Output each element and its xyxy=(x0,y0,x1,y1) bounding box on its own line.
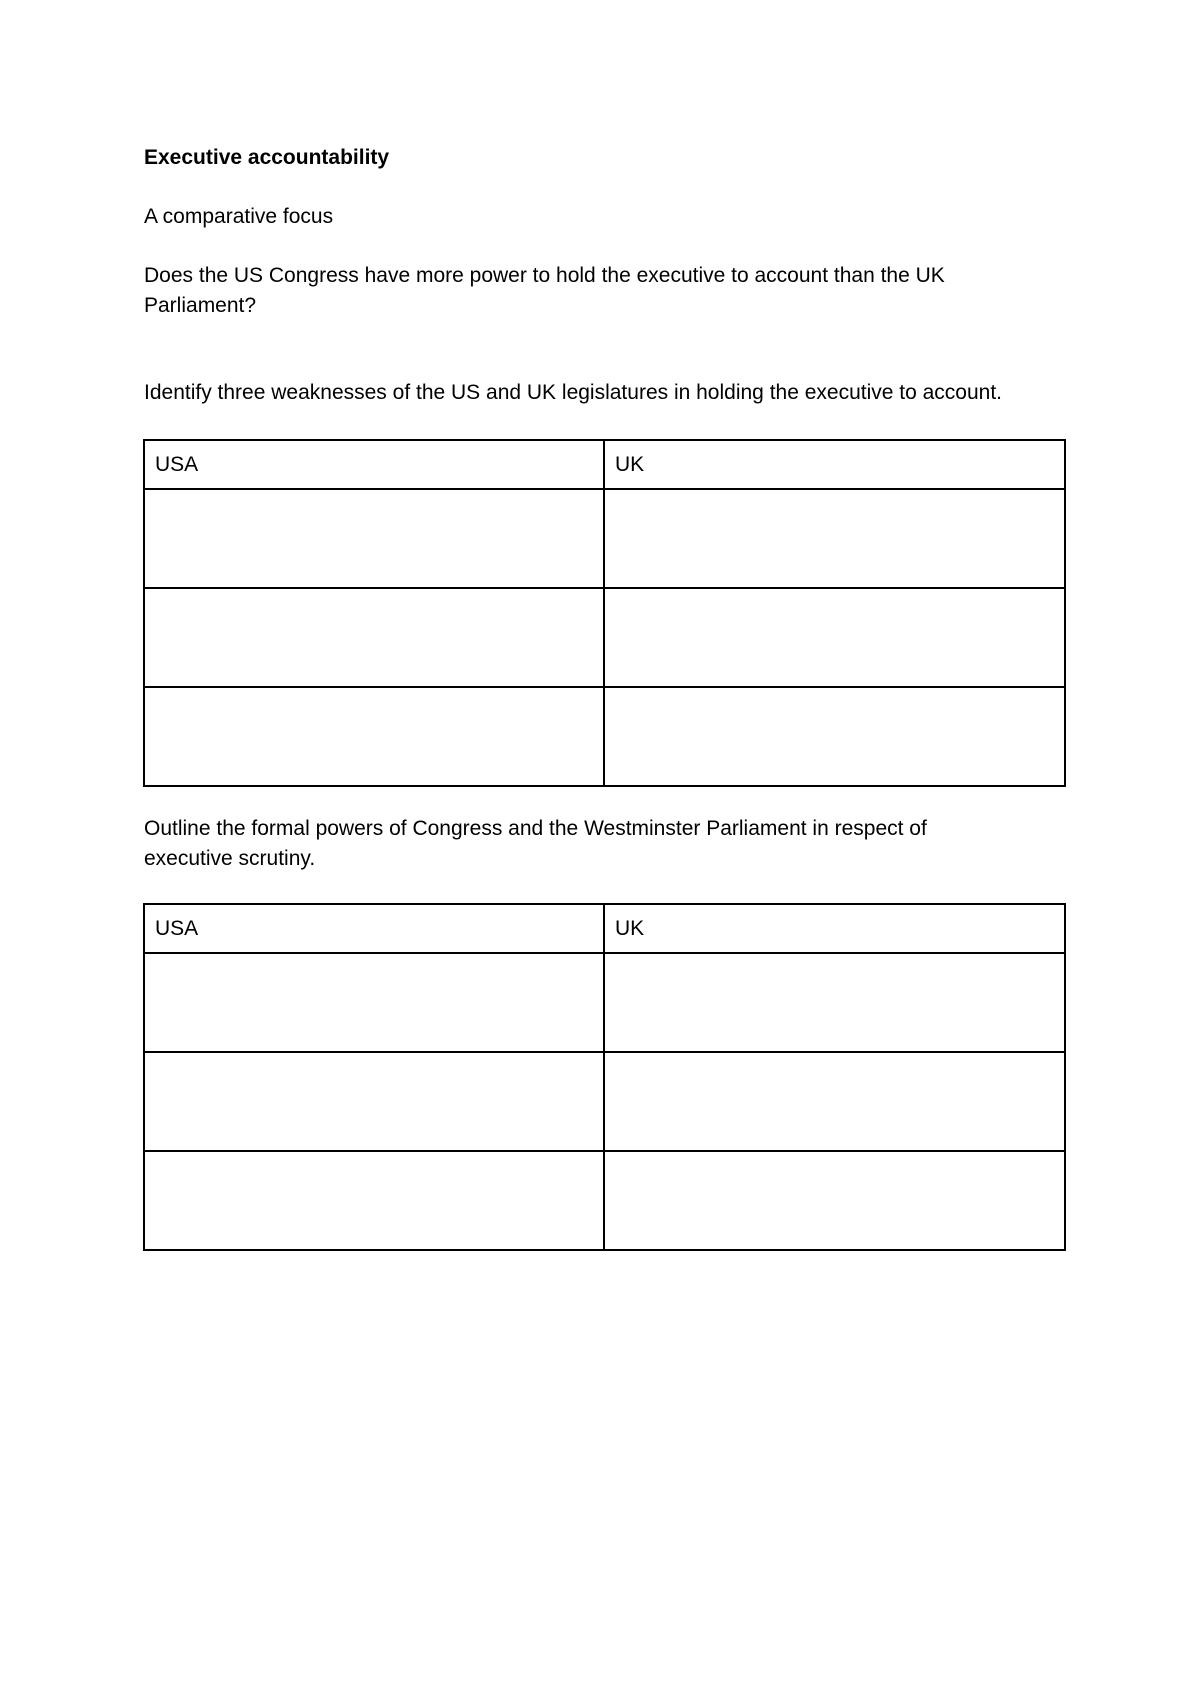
table-cell-usa[interactable] xyxy=(144,953,604,1052)
table-row xyxy=(144,489,1065,588)
table-cell-uk[interactable] xyxy=(604,588,1065,687)
table-cell-uk[interactable] xyxy=(604,687,1065,786)
main-question xyxy=(144,261,945,321)
weaknesses-table xyxy=(143,439,1066,787)
document-title: Executive accountability xyxy=(144,146,390,169)
column-header-usa: USA xyxy=(144,904,604,953)
task-1-prompt: Identify three weaknesses of the US and UK legislatures in holding the executive to account. xyxy=(144,381,1003,404)
main-question-line-1: Does the US Congress have more power to hold the executive to account than the UK xyxy=(144,264,945,287)
table-cell-usa[interactable] xyxy=(144,1151,604,1250)
table-header-row xyxy=(144,904,1065,953)
table-row xyxy=(144,687,1065,786)
column-header-usa: USA xyxy=(144,440,604,489)
table-header-row xyxy=(144,440,1065,489)
table-row xyxy=(144,1151,1065,1250)
column-header-uk: UK xyxy=(604,440,1065,489)
column-header-uk: UK xyxy=(604,904,1065,953)
table-cell-usa[interactable] xyxy=(144,1052,604,1151)
table-cell-uk[interactable] xyxy=(604,1052,1065,1151)
document-subtitle: A comparative focus xyxy=(144,205,334,228)
table-cell-uk[interactable] xyxy=(604,1151,1065,1250)
table-cell-uk[interactable] xyxy=(604,953,1065,1052)
table-cell-uk[interactable] xyxy=(604,489,1065,588)
table-row xyxy=(144,588,1065,687)
task-2-prompt xyxy=(144,814,927,874)
table-cell-usa[interactable] xyxy=(144,588,604,687)
formal-powers-table xyxy=(143,903,1066,1251)
task-2-prompt-line-1: Outline the formal powers of Congress and the Westminster Parliament in respect of xyxy=(144,817,927,840)
table-cell-usa[interactable] xyxy=(144,489,604,588)
table-cell-usa[interactable] xyxy=(144,687,604,786)
main-question-line-2: Parliament? xyxy=(144,294,257,317)
table-row xyxy=(144,953,1065,1052)
table-row xyxy=(144,1052,1065,1151)
task-2-prompt-line-2: executive scrutiny. xyxy=(144,847,316,870)
